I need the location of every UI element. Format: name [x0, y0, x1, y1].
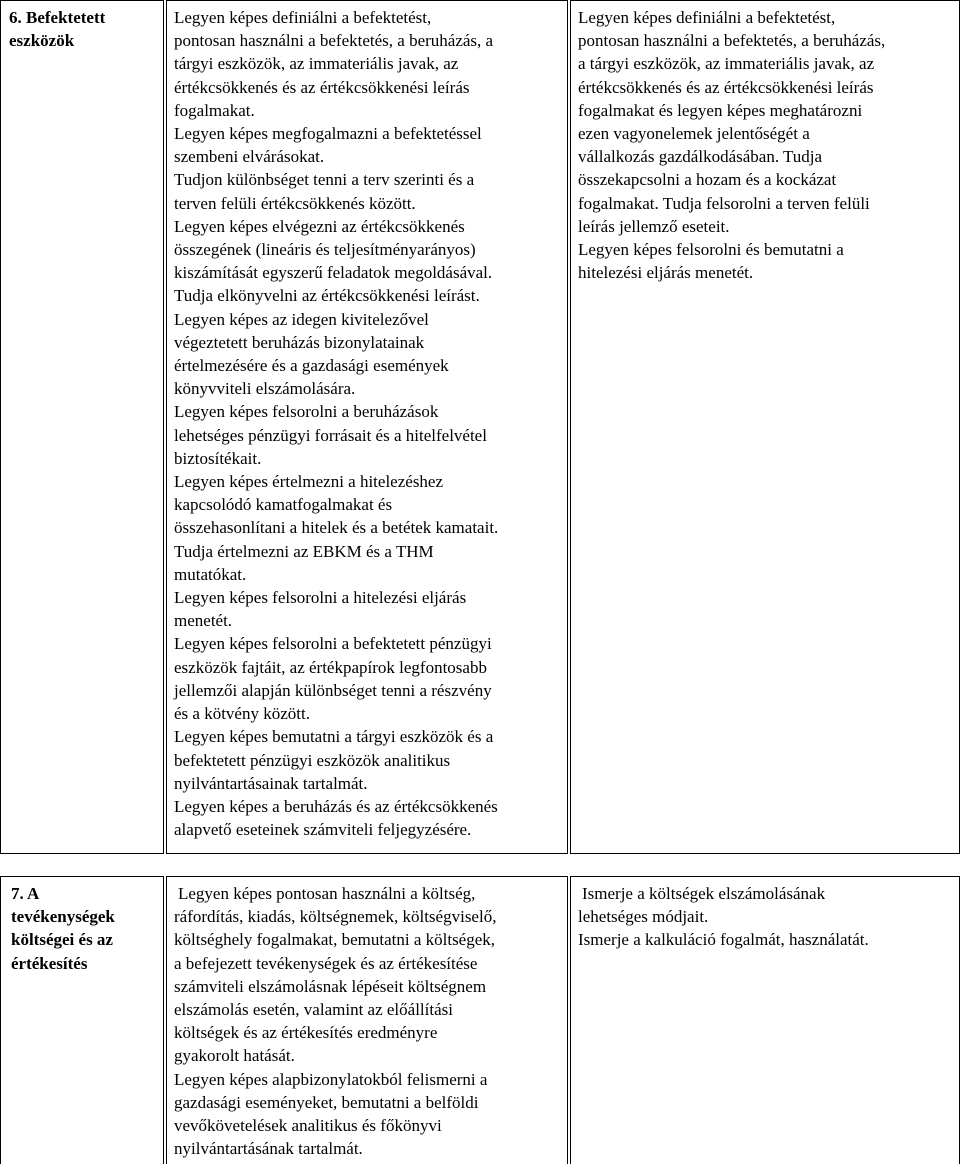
text-line: Legyen képes a beruházás és az értékcsökkenés — [174, 796, 498, 816]
text-line: ráfordítás, kiadás, költségnemek, költségviselő, — [174, 907, 497, 927]
text-line: ezen vagyonelemek jelentőségét a — [578, 124, 810, 144]
text-line: a tárgyi eszközök, az immateriális javak, az — [578, 54, 875, 74]
text-line: összekapcsolni a hozam és a kockázat — [578, 170, 837, 190]
text-line: Tudjon különbséget tenni a terv szerinti és a — [174, 170, 475, 190]
text-line: költségei és az — [11, 930, 113, 950]
text-line: 7. A — [11, 884, 40, 903]
text-line: Legyen képes definiálni a befektetést, — [578, 8, 836, 27]
text-line: gazdasági eseményeket, bemutatni a belföldi — [174, 1092, 479, 1112]
text-line: biztosítékait. — [174, 448, 262, 468]
text-line: Legyen képes felsorolni és bemutatni a — [578, 240, 844, 260]
text-line: Tudja elkönyvelni az értékcsökkenési leírást. — [174, 286, 480, 306]
text-line: Legyen képes pontosan használni a költség, — [178, 884, 476, 903]
section-6-title — [0, 0, 164, 854]
text-line: Ismerje a kalkuláció fogalmát, használatát. — [578, 930, 869, 950]
text-line: eszközök fajtáit, az értékpapírok legfontosabb — [174, 657, 487, 677]
text-line: terven felüli értékcsökkenés között. — [174, 193, 416, 213]
text-line: Legyen képes megfogalmazni a befektetéssel — [174, 124, 482, 144]
text-line: a befejezett tevékenységek és az értékesítése — [174, 953, 478, 973]
text-line: fogalmakat és legyen képes meghatározni — [578, 100, 863, 120]
text-line: Legyen képes felsorolni a hitelezési eljárás — [174, 588, 467, 608]
text-line: befektetett pénzügyi eszközök analitikus — [174, 750, 451, 770]
text-line: nyilvántartásainak tartalmát. — [174, 773, 368, 793]
text-line: értelmezésére és a gazdasági események — [174, 356, 449, 376]
text-line: könyvviteli elszámolására. — [174, 379, 356, 399]
text-line: költségek és az értékesítés eredményre — [174, 1023, 438, 1043]
text-line: mutatókat. — [174, 564, 247, 584]
text-line: Legyen képes az idegen kivitelezővel — [174, 309, 429, 329]
text-line: eszközök — [9, 31, 75, 51]
text-line: menetét. — [174, 611, 233, 631]
text-line: összegének (lineáris és teljesítményarányos) — [174, 240, 476, 260]
text-line: 6. Befektetett — [9, 8, 106, 27]
text-line: Tudja értelmezni az EBKM és a THM — [174, 541, 434, 561]
text-line: Ismerje a költségek elszámolásának — [582, 884, 826, 903]
text-line: fogalmakat. Tudja felsorolni a terven felüli — [578, 193, 870, 213]
text-line: kapcsolódó kamatfogalmakat és — [174, 495, 393, 515]
section-7-knowledge-text — [166, 876, 568, 1164]
section-6-knowledge-text — [166, 0, 568, 854]
section-7-row — [0, 876, 960, 1164]
text-line: elszámolás esetén, valamint az előállítási — [174, 1000, 453, 1020]
text-line: szembeni elvárásokat. — [174, 147, 325, 167]
text-line: értékesítés — [11, 953, 88, 973]
text-line: kiszámítását egyszerű feladatok megoldásával. — [174, 263, 493, 283]
section-7-requirements-text — [570, 876, 960, 1164]
text-line: pontosan használni a befektetés, a beruházás, a — [174, 31, 494, 51]
text-line: lehetséges módjait. — [578, 907, 709, 927]
text-line: végeztetett beruházás bizonylatainak — [174, 332, 425, 352]
section-7-title — [0, 876, 164, 1164]
text-line: költséghely fogalmakat, bemutatni a költségek, — [174, 930, 496, 950]
section-6-requirements-text — [570, 0, 960, 854]
text-line: és a kötvény között. — [174, 704, 310, 724]
text-line: leírás jellemző eseteit. — [578, 216, 730, 236]
text-line: Legyen képes alapbizonylatokból felismerni a — [174, 1069, 488, 1089]
text-line: vevőkövetelések analitikus és főkönyvi — [174, 1116, 442, 1136]
text-line: értékcsökkenés és az értékcsökkenési leírás — [174, 77, 470, 97]
text-line: Legyen képes felsorolni a befektetett pénzügyi — [174, 634, 492, 654]
text-line: értékcsökkenés és az értékcsökkenési leírás — [578, 77, 874, 97]
text-line: tárgyi eszközök, az immateriális javak, az — [174, 54, 459, 74]
text-line: Legyen képes értelmezni a hitelezéshez — [174, 472, 444, 492]
text-line: tevékenységek — [11, 907, 115, 927]
text-line: Legyen képes bemutatni a tárgyi eszközök és a — [174, 727, 494, 747]
text-line: Legyen képes felsorolni a beruházások — [174, 402, 439, 422]
text-line: összehasonlítani a hitelek és a betétek kamatait. — [174, 518, 499, 538]
text-line: alapvető eseteinek számviteli feljegyzésére. — [174, 820, 472, 840]
text-line: számviteli elszámolásnak lépéseit költségnem — [174, 976, 487, 996]
text-line: vállalkozás gazdálkodásában. Tudja — [578, 147, 823, 167]
text-line: lehetséges pénzügyi forrásait és a hitelfelvétel — [174, 425, 487, 445]
text-line: gyakorolt hatását. — [174, 1046, 295, 1066]
text-line: fogalmakat. — [174, 100, 255, 120]
text-line: nyilvántartásának tartalmát. — [174, 1139, 363, 1159]
text-line: hitelezési eljárás menetét. — [578, 263, 754, 283]
text-line: Legyen képes definiálni a befektetést, — [174, 8, 432, 27]
text-line: jellemzői alapján különbséget tenni a részvény — [174, 680, 492, 700]
text-line: Legyen képes elvégezni az értékcsökkenés — [174, 216, 465, 236]
text-line: pontosan használni a befektetés, a beruházás, — [578, 31, 886, 51]
